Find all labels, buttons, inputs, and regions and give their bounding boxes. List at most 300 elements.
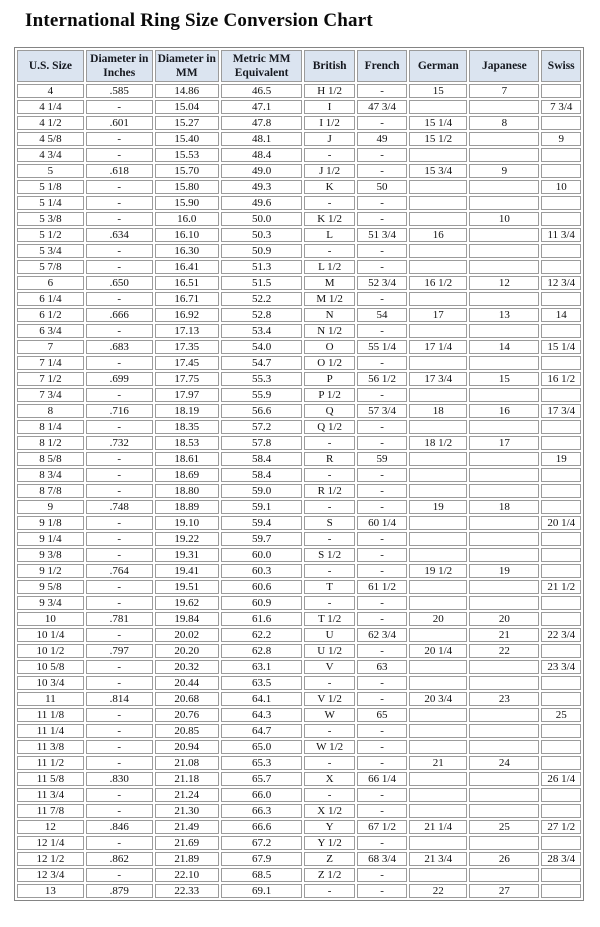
table-cell	[541, 612, 581, 626]
table-cell: 62 3/4	[357, 628, 407, 642]
table-cell: 7 3/4	[541, 100, 581, 114]
table-row	[17, 116, 581, 130]
column-header: French	[357, 50, 407, 82]
table-cell	[469, 580, 539, 594]
table-cell	[469, 596, 539, 610]
table-cell: 12	[469, 276, 539, 290]
table-cell: 9 1/2	[17, 564, 84, 578]
table-cell: 22	[469, 644, 539, 658]
table-row	[17, 596, 581, 610]
table-cell	[409, 740, 467, 754]
table-cell: 60.6	[221, 580, 303, 594]
table-cell	[469, 356, 539, 370]
table-row	[17, 228, 581, 242]
table-cell: 11	[17, 692, 84, 706]
table-cell	[469, 420, 539, 434]
table-cell: .830	[86, 772, 153, 786]
table-cell	[469, 772, 539, 786]
table-cell: 25	[469, 820, 539, 834]
table-cell: -	[304, 436, 354, 450]
table-cell: .666	[86, 308, 153, 322]
table-cell: R 1/2	[304, 484, 354, 498]
table-cell: -	[357, 644, 407, 658]
table-cell: -	[357, 212, 407, 226]
table-cell	[541, 804, 581, 818]
table-cell: 21.18	[155, 772, 219, 786]
table-cell: V 1/2	[304, 692, 354, 706]
table-cell	[409, 244, 467, 258]
table-cell	[409, 212, 467, 226]
table-cell	[409, 196, 467, 210]
table-cell: -	[357, 324, 407, 338]
table-cell: 20.02	[155, 628, 219, 642]
table-row	[17, 340, 581, 354]
table-cell: 57.2	[221, 420, 303, 434]
table-row	[17, 468, 581, 482]
table-row	[17, 244, 581, 258]
table-cell: 9 3/4	[17, 596, 84, 610]
table-cell: 16.30	[155, 244, 219, 258]
table-cell: 22.10	[155, 868, 219, 882]
table-cell	[541, 756, 581, 770]
table-cell: 27	[469, 884, 539, 898]
table-cell: 5 1/4	[17, 196, 84, 210]
table-cell	[409, 484, 467, 498]
table-cell: 26 1/4	[541, 772, 581, 786]
table-cell: 49	[357, 132, 407, 146]
table-cell: -	[357, 692, 407, 706]
table-cell: 66 1/4	[357, 772, 407, 786]
table-cell: 11 3/4	[17, 788, 84, 802]
table-cell	[541, 548, 581, 562]
table-cell: 58.4	[221, 468, 303, 482]
table-cell: 52 3/4	[357, 276, 407, 290]
table-cell: -	[357, 388, 407, 402]
table-row	[17, 820, 581, 834]
table-cell: .797	[86, 644, 153, 658]
table-cell: 68.5	[221, 868, 303, 882]
table-cell: 12 3/4	[541, 276, 581, 290]
table-cell: -	[304, 564, 354, 578]
table-body	[17, 84, 581, 898]
table-cell: 17.35	[155, 340, 219, 354]
table-cell: 12 1/4	[17, 836, 84, 850]
table-cell: 5 3/8	[17, 212, 84, 226]
table-cell	[541, 564, 581, 578]
table-cell: .846	[86, 820, 153, 834]
table-cell	[409, 532, 467, 546]
table-cell: -	[357, 740, 407, 754]
table-cell: 23	[469, 692, 539, 706]
table-row	[17, 788, 581, 802]
table-cell: 8 7/8	[17, 484, 84, 498]
table-cell: 5 3/4	[17, 244, 84, 258]
table-cell: 14	[541, 308, 581, 322]
table-cell: M 1/2	[304, 292, 354, 306]
table-cell: 46.5	[221, 84, 303, 98]
table-cell	[469, 804, 539, 818]
table-row	[17, 676, 581, 690]
table-cell: .634	[86, 228, 153, 242]
table-cell: -	[86, 756, 153, 770]
table-cell: 59.4	[221, 516, 303, 530]
table-cell: .814	[86, 692, 153, 706]
table-cell	[409, 676, 467, 690]
table-cell: O 1/2	[304, 356, 354, 370]
table-cell: .781	[86, 612, 153, 626]
table-cell: 50	[357, 180, 407, 194]
table-cell: 19	[469, 564, 539, 578]
table-cell	[541, 260, 581, 274]
table-cell: 20 3/4	[409, 692, 467, 706]
table-cell: 15 1/4	[541, 340, 581, 354]
table-cell: 67.2	[221, 836, 303, 850]
table-row	[17, 180, 581, 194]
table-cell: 63	[357, 660, 407, 674]
table-cell: -	[357, 468, 407, 482]
table-cell: 11 3/8	[17, 740, 84, 754]
table-cell: 65.7	[221, 772, 303, 786]
table-cell: 18.80	[155, 484, 219, 498]
table-cell: 52.8	[221, 308, 303, 322]
table-cell: 21.89	[155, 852, 219, 866]
table-cell: 66.0	[221, 788, 303, 802]
table-cell: 9 1/8	[17, 516, 84, 530]
table-cell: -	[86, 132, 153, 146]
table-cell	[469, 260, 539, 274]
table-cell: -	[357, 420, 407, 434]
table-cell: -	[304, 788, 354, 802]
table-cell: 57 3/4	[357, 404, 407, 418]
table-row	[17, 148, 581, 162]
table-cell: 57.8	[221, 436, 303, 450]
table-cell	[409, 804, 467, 818]
table-cell	[541, 244, 581, 258]
table-row	[17, 612, 581, 626]
table-cell: S	[304, 516, 354, 530]
table-cell: -	[86, 676, 153, 690]
table-cell: 16.10	[155, 228, 219, 242]
table-cell: 24	[469, 756, 539, 770]
table-row	[17, 308, 581, 322]
table-cell: .618	[86, 164, 153, 178]
table-cell: 67.9	[221, 852, 303, 866]
table-cell: 16.71	[155, 292, 219, 306]
table-cell	[541, 884, 581, 898]
table-cell: -	[86, 420, 153, 434]
table-cell: 59	[357, 452, 407, 466]
table-cell: -	[86, 324, 153, 338]
table-cell: -	[86, 532, 153, 546]
table-cell	[469, 180, 539, 194]
table-cell: 56 1/2	[357, 372, 407, 386]
table-cell: 19.51	[155, 580, 219, 594]
table-cell: P 1/2	[304, 388, 354, 402]
table-cell	[409, 548, 467, 562]
table-cell: 21 1/2	[541, 580, 581, 594]
table-cell: -	[304, 148, 354, 162]
table-cell	[469, 788, 539, 802]
table-cell: 6 3/4	[17, 324, 84, 338]
table-cell: T	[304, 580, 354, 594]
table-cell: 59.0	[221, 484, 303, 498]
table-cell: .764	[86, 564, 153, 578]
table-cell: 8 5/8	[17, 452, 84, 466]
table-row	[17, 692, 581, 706]
table-row	[17, 100, 581, 114]
table-cell: 64.3	[221, 708, 303, 722]
table-cell	[541, 212, 581, 226]
table-row	[17, 324, 581, 338]
table-cell	[409, 356, 467, 370]
table-cell: -	[357, 836, 407, 850]
table-cell: -	[86, 212, 153, 226]
table-cell: 16.51	[155, 276, 219, 290]
table-cell	[469, 100, 539, 114]
table-row	[17, 852, 581, 866]
table-cell: -	[86, 548, 153, 562]
column-header: Swiss	[541, 50, 581, 82]
table-cell: X 1/2	[304, 804, 354, 818]
table-cell: 66.3	[221, 804, 303, 818]
table-cell: 20	[409, 612, 467, 626]
table-cell: 21.30	[155, 804, 219, 818]
table-cell: 6	[17, 276, 84, 290]
table-cell: -	[86, 804, 153, 818]
table-cell: 61.6	[221, 612, 303, 626]
table-cell: 19.31	[155, 548, 219, 562]
table-cell: 16 1/2	[409, 276, 467, 290]
table-cell: 20	[469, 612, 539, 626]
table-cell: -	[357, 116, 407, 130]
table-cell	[541, 116, 581, 130]
table-cell: 9	[17, 500, 84, 514]
table-cell: 10	[469, 212, 539, 226]
table-cell: 15.04	[155, 100, 219, 114]
table-cell: 14.86	[155, 84, 219, 98]
table-cell: 54.7	[221, 356, 303, 370]
table-cell: 17.75	[155, 372, 219, 386]
table-cell: 8	[469, 116, 539, 130]
table-cell: 50.9	[221, 244, 303, 258]
table-cell	[541, 532, 581, 546]
table-cell: 28 3/4	[541, 852, 581, 866]
table-cell: 17.45	[155, 356, 219, 370]
table-row	[17, 804, 581, 818]
table-row	[17, 452, 581, 466]
table-cell: 48.1	[221, 132, 303, 146]
table-cell: -	[357, 788, 407, 802]
column-header: Diameter in MM	[155, 50, 219, 82]
table-cell: 20.85	[155, 724, 219, 738]
table-cell: X	[304, 772, 354, 786]
table-cell: 4 1/4	[17, 100, 84, 114]
table-header	[17, 50, 581, 82]
table-cell: 19.41	[155, 564, 219, 578]
table-cell: 7 3/4	[17, 388, 84, 402]
table-cell: .585	[86, 84, 153, 98]
table-cell: 11 1/2	[17, 756, 84, 770]
table-cell: 49.6	[221, 196, 303, 210]
table-cell: 9	[469, 164, 539, 178]
table-cell: -	[86, 180, 153, 194]
table-cell	[409, 292, 467, 306]
table-row	[17, 132, 581, 146]
table-cell	[541, 788, 581, 802]
table-cell: 7 1/2	[17, 372, 84, 386]
table-cell: 14	[469, 340, 539, 354]
table-cell: 55.3	[221, 372, 303, 386]
table-cell: H 1/2	[304, 84, 354, 98]
table-cell: 51.3	[221, 260, 303, 274]
table-row	[17, 196, 581, 210]
table-cell: 60 1/4	[357, 516, 407, 530]
table-cell: 21.08	[155, 756, 219, 770]
table-cell: 67 1/2	[357, 820, 407, 834]
table-cell: 15 1/4	[409, 116, 467, 130]
table-cell	[541, 644, 581, 658]
table-cell: 48.4	[221, 148, 303, 162]
table-cell: 15 3/4	[409, 164, 467, 178]
table-cell	[541, 148, 581, 162]
table-cell: V	[304, 660, 354, 674]
table-cell: 58.4	[221, 452, 303, 466]
table-cell: 49.3	[221, 180, 303, 194]
table-cell: 26	[469, 852, 539, 866]
table-cell: 7 1/4	[17, 356, 84, 370]
page	[0, 10, 600, 901]
table-row	[17, 644, 581, 658]
table-cell: 18 1/2	[409, 436, 467, 450]
table-cell	[409, 580, 467, 594]
table-row	[17, 436, 581, 450]
table-cell	[469, 676, 539, 690]
table-cell	[409, 420, 467, 434]
table-cell: -	[86, 452, 153, 466]
table-cell: 9 5/8	[17, 580, 84, 594]
table-cell: 19.62	[155, 596, 219, 610]
table-row	[17, 372, 581, 386]
table-cell	[409, 452, 467, 466]
table-cell	[541, 324, 581, 338]
table-cell	[409, 596, 467, 610]
table-cell: 55 1/4	[357, 340, 407, 354]
table-cell	[409, 148, 467, 162]
table-cell: Z	[304, 852, 354, 866]
table-cell: 16 1/2	[541, 372, 581, 386]
table-cell: -	[357, 484, 407, 498]
table-cell	[469, 324, 539, 338]
table-cell: 16	[409, 228, 467, 242]
table-cell: K	[304, 180, 354, 194]
table-row	[17, 356, 581, 370]
table-cell	[469, 868, 539, 882]
table-cell: 56.6	[221, 404, 303, 418]
table-cell: 12 1/2	[17, 852, 84, 866]
table-cell: 20.76	[155, 708, 219, 722]
table-cell: -	[304, 500, 354, 514]
table-row	[17, 660, 581, 674]
table-cell: .716	[86, 404, 153, 418]
table-cell	[541, 740, 581, 754]
table-cell: 15.27	[155, 116, 219, 130]
table-cell	[541, 292, 581, 306]
table-cell: M	[304, 276, 354, 290]
table-cell: Y	[304, 820, 354, 834]
table-cell: 18.35	[155, 420, 219, 434]
table-cell: -	[86, 196, 153, 210]
table-cell: 17	[409, 308, 467, 322]
table-cell	[541, 692, 581, 706]
table-cell	[469, 548, 539, 562]
table-cell: -	[357, 612, 407, 626]
table-cell: -	[304, 676, 354, 690]
table-cell: -	[357, 548, 407, 562]
table-cell: 22	[409, 884, 467, 898]
table-cell	[469, 292, 539, 306]
table-cell	[409, 660, 467, 674]
table-cell: 16.92	[155, 308, 219, 322]
table-cell: -	[357, 724, 407, 738]
table-cell: 8 3/4	[17, 468, 84, 482]
table-cell: 18.19	[155, 404, 219, 418]
table-cell: -	[86, 244, 153, 258]
table-cell: I 1/2	[304, 116, 354, 130]
table-cell: -	[86, 292, 153, 306]
table-cell: 53.4	[221, 324, 303, 338]
table-cell: -	[86, 724, 153, 738]
table-cell	[541, 388, 581, 402]
table-cell: 19.84	[155, 612, 219, 626]
table-cell: 9	[541, 132, 581, 146]
table-cell	[409, 836, 467, 850]
table-cell: -	[357, 148, 407, 162]
table-cell	[409, 628, 467, 642]
table-cell: Q	[304, 404, 354, 418]
table-cell: 11 1/4	[17, 724, 84, 738]
table-cell: 69.1	[221, 884, 303, 898]
table-row	[17, 724, 581, 738]
table-row	[17, 164, 581, 178]
table-cell: 15.90	[155, 196, 219, 210]
table-cell: -	[357, 500, 407, 514]
table-cell: 21.24	[155, 788, 219, 802]
table-cell: S 1/2	[304, 548, 354, 562]
table-row	[17, 292, 581, 306]
table-cell	[469, 708, 539, 722]
table-row	[17, 516, 581, 530]
table-cell: P	[304, 372, 354, 386]
column-header: German	[409, 50, 467, 82]
table-cell	[541, 500, 581, 514]
table-cell: 16.41	[155, 260, 219, 274]
table-row	[17, 628, 581, 642]
table-cell: 16.0	[155, 212, 219, 226]
table-cell: 62.8	[221, 644, 303, 658]
table-cell	[469, 740, 539, 754]
table-cell	[409, 788, 467, 802]
table-cell: 20 1/4	[409, 644, 467, 658]
table-cell	[541, 356, 581, 370]
table-cell: -	[357, 564, 407, 578]
table-cell: W	[304, 708, 354, 722]
table-cell: 8	[17, 404, 84, 418]
table-row	[17, 868, 581, 882]
table-cell	[541, 468, 581, 482]
table-row	[17, 772, 581, 786]
table-cell: 17	[469, 436, 539, 450]
table-cell	[541, 596, 581, 610]
